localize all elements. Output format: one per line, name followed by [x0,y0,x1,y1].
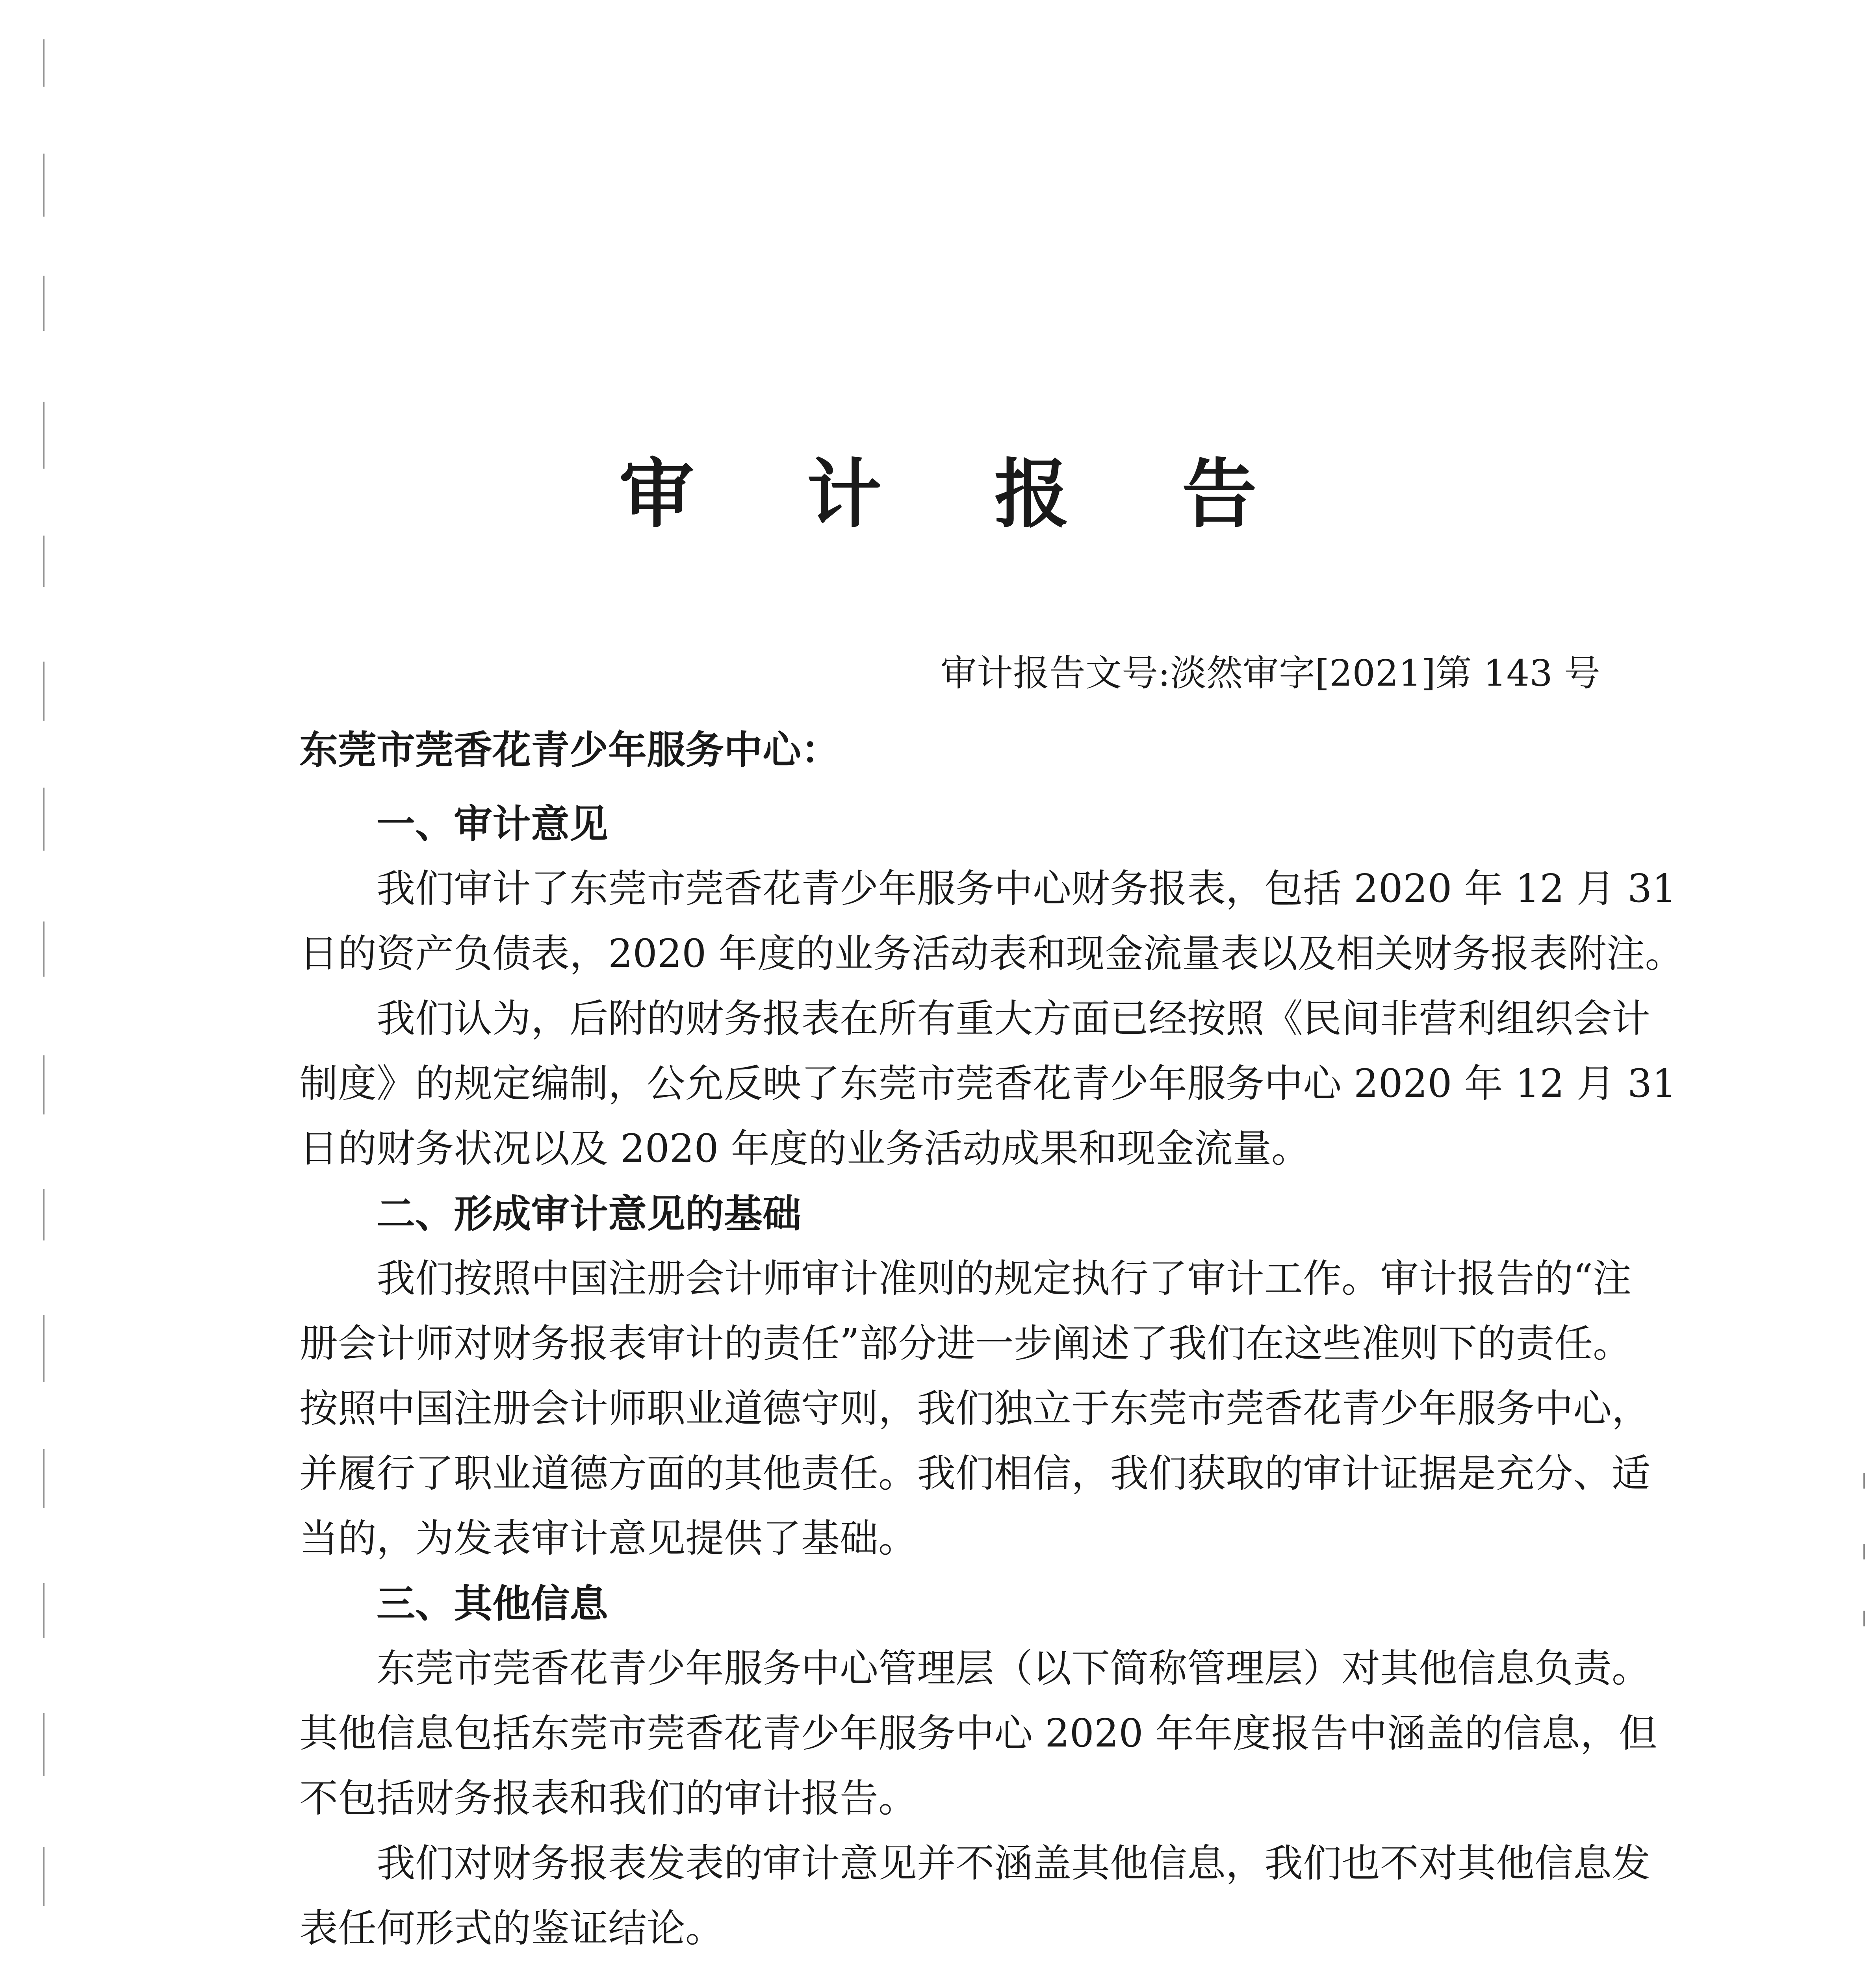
body-text-line [299,1961,1599,1969]
body-text-line: 并履行了职业道德方面的其他责任。我们相信，我们获取的审计证据是充分、适 [299,1451,1651,1496]
body-text-line: 东莞市莞香花青少年服务中心管理层（以下简称管理层）对其他信息负责。 [377,1646,1651,1691]
section-heading: 一、审计意见 [377,801,609,847]
section-heading: 二、形成审计意见的基础 [377,1191,802,1237]
binding-edge-marks [39,24,51,1969]
body-text-line: 当的，为发表审计意见提供了基础。 [299,1516,917,1561]
body-text-line: 日的资产负债表，2020 年度的业务活动表和现金流量表以及相关财务报表附注。 [299,931,1684,976]
body-text-line: 我们认为，后附的财务报表在所有重大方面已经按照《民间非营利组织会计 [377,996,1651,1041]
addressee: 东莞市莞香花青少年服务中心： [299,727,840,773]
report-number: 审计报告文号:淡然审字[2021]第 143 号 [940,652,1600,694]
binding-mark [43,1449,45,1508]
binding-mark [43,788,45,851]
binding-mark [43,1713,45,1776]
binding-mark [43,39,45,87]
binding-mark [43,1583,45,1638]
binding-mark [43,1055,45,1114]
binding-mark [43,154,45,217]
edge-mark [1863,1611,1865,1626]
edge-mark [1863,1544,1865,1559]
body-text-line: 我们按照中国注册会计师审计准则的规定执行了审计工作。审计报告的“注 [377,1256,1632,1301]
binding-mark [43,1315,45,1382]
binding-mark [43,921,45,977]
section-heading: 三、其他信息 [377,1581,609,1626]
body-text-line: 我们对财务报表发表的审计意见并不涵盖其他信息，我们也不对其他信息发 [377,1841,1651,1886]
body-text-line: 表任何形式的鉴证结论。 [299,1906,724,1951]
body-text-line: 按照中国注册会计师职业道德守则，我们独立于东莞市莞香花青少年服务中心， [299,1386,1651,1431]
report-title: 审 计 报 告 [619,450,1300,538]
edge-mark [1863,1473,1865,1489]
report-body [299,792,1684,1969]
body-text-line: 制度》的规定编制，公允反映了东莞市莞香花青少年服务中心 2020 年 12 月 31 [299,1061,1677,1106]
right-edge-marks [1861,1457,1869,1654]
binding-mark [43,1189,45,1240]
body-text-line: 日的财务状况以及 2020 年度的业务活动成果和现金流量。 [299,1126,1310,1171]
body-text-line: 其他信息包括东莞市莞香花青少年服务中心 2020 年年度报告中涵盖的信息，但 [299,1711,1657,1756]
body-text-line: 我们审计了东莞市莞香花青少年服务中心财务报表，包括 2020 年 12 月 31 [377,866,1677,911]
binding-mark [43,276,45,331]
body-text-line: 不包括财务报表和我们的审计报告。 [299,1776,917,1821]
body-text-line: 册会计师对财务报表审计的责任”部分进一步阐述了我们在这些准则下的责任。 [299,1321,1632,1366]
binding-mark [43,662,45,721]
binding-mark [43,1847,45,1906]
